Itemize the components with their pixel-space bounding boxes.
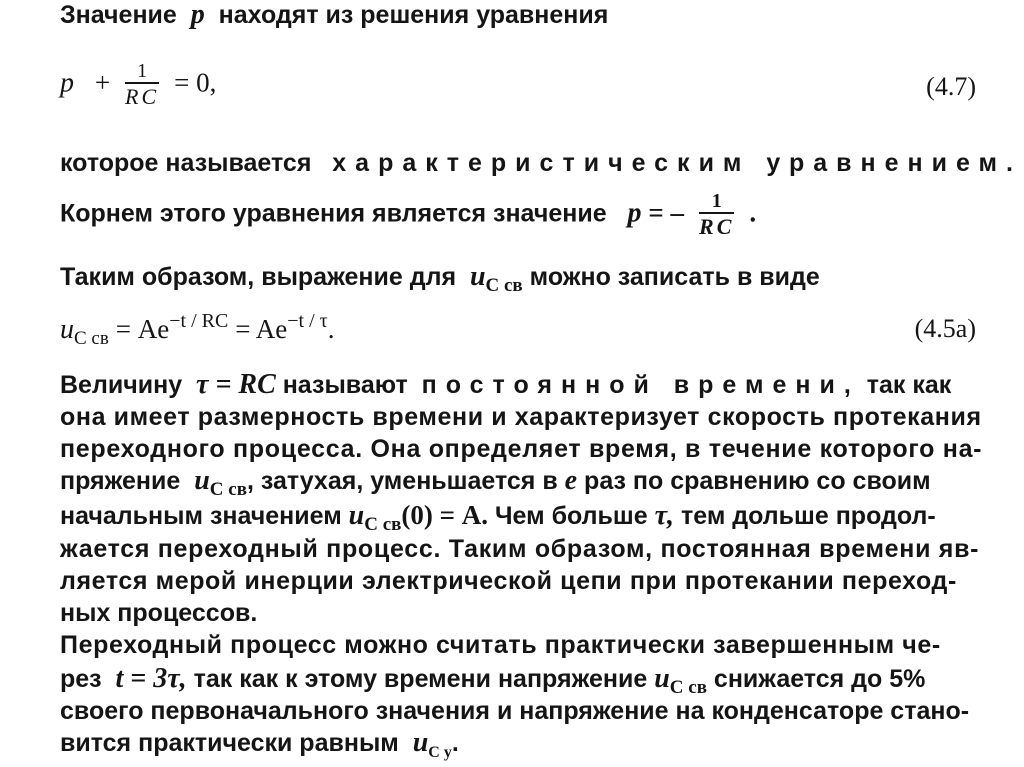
root-dot: . — [749, 197, 757, 228]
para2-l4-dot: . — [451, 729, 459, 757]
eq45a-number: (4.5a) — [914, 314, 976, 343]
char-eq-prefix: которое называется — [60, 149, 312, 177]
root-eq: = – — [648, 197, 685, 228]
eq45a-dot: . — [327, 314, 335, 344]
eq45a-exp1: −t / RC — [169, 310, 229, 332]
time-constant-term: постоянной времени, — [421, 371, 860, 399]
para1-l5-initial: (0) = A. — [401, 500, 489, 530]
para1-l5-tau: τ, — [654, 500, 675, 531]
expr-intro-line — [60, 262, 1008, 295]
para1-l4-u: u — [194, 465, 210, 496]
para2-l2-sub: C св — [669, 677, 707, 698]
para1-l4-e: e — [564, 465, 578, 496]
para2-l2-u: u — [654, 663, 670, 694]
para1-l4-mid: , затухая, уменьшается в — [246, 467, 558, 495]
para1-l5-word: начальным значением — [60, 502, 342, 530]
root-line — [60, 190, 1008, 246]
eq45a-eq1: = Ae — [115, 314, 170, 344]
para1-l4-sub: C св — [209, 479, 247, 500]
para2-line3: своего первоначального значения и напряжение на конденсаторе стано- — [60, 697, 970, 725]
para1-l5-u: u — [348, 500, 365, 531]
root-p: p — [627, 197, 642, 229]
para1-line4 — [60, 466, 1008, 499]
eq45a-sub: C св — [74, 328, 109, 349]
eq47-plus: + — [94, 67, 111, 98]
eq45a-eq2: = Ae — [235, 314, 288, 344]
p-symbol: p — [190, 0, 205, 30]
intro-tail: находят из решения уравнения — [218, 1, 609, 29]
intro-line — [60, 0, 1008, 30]
expr-intro-sub: C св — [485, 275, 523, 296]
para2-l2-t: t = 3τ, — [115, 663, 187, 694]
eq47-numerator: 1 — [125, 60, 159, 84]
equation-4-7 — [60, 60, 1008, 116]
root-fraction — [699, 190, 734, 240]
para1-line3: переходного процесса. Она определяет время, в течение которого на- — [60, 435, 983, 463]
para2-line1: Переходный процесс можно считать практически завершенным че- — [60, 631, 941, 659]
root-numerator: 1 — [699, 190, 734, 214]
char-eq-spaced: характеристическим уравнением. — [332, 149, 1022, 177]
eq45a-exp2: −t / τ — [287, 310, 328, 332]
para1-line1 — [60, 370, 1008, 400]
para2-l4-u: u — [412, 727, 429, 758]
root-text: Корнем этого уравнения является значение — [60, 199, 607, 228]
para1-l4-word: пряжение — [60, 467, 181, 495]
intro-text: Значение — [60, 1, 177, 29]
para2-line2 — [60, 664, 1008, 697]
equation-4-5a — [60, 310, 1008, 349]
para1-line8: ных процессов. — [60, 599, 258, 627]
expr-intro-before: Таким образом, выражение для — [60, 263, 457, 291]
para2-l4-word: вится практически равным — [60, 729, 399, 757]
root-denominator: RC — [699, 214, 735, 239]
eq47-lhs: p — [60, 67, 74, 99]
para1-l1-word: Величину — [60, 371, 183, 399]
para1-line5 — [60, 500, 1008, 534]
eq45a-u: u — [60, 314, 74, 345]
para2-l2-tail: снижается до 5% — [713, 665, 926, 693]
para2-line4 — [60, 728, 1008, 762]
para2-l2-word: рез — [60, 665, 102, 693]
para1-l4-tail: раз по сравнению со своим — [584, 467, 931, 495]
char-eq-line — [60, 148, 1022, 178]
para1-l5-tail: тем дольше продол- — [681, 502, 936, 530]
para2-l4-sub: C у — [428, 744, 452, 761]
para2-l2-mid: так как к этому времени напряжение — [193, 665, 648, 693]
para1-l1-verb: называют — [282, 371, 408, 399]
tau-def: τ = RC — [196, 369, 276, 400]
expr-intro-u: u — [469, 261, 486, 292]
expr-intro-after: можно записать в виде — [529, 263, 820, 291]
para1-l5-sub: C св — [364, 514, 402, 535]
para1-l5-mid: Чем больше — [494, 502, 648, 530]
eq47-rhs: = 0, — [174, 67, 217, 98]
para1-line6: жается переходный процесс. Таким образом, постоянная времени яв- — [60, 535, 980, 563]
eq47-fraction — [125, 60, 159, 110]
para1-line7: ляется мерой инерции электрической цепи при протекании переход- — [60, 567, 957, 595]
para1-line2: она имеет размерность времени и характеризует скорость протекания — [60, 403, 982, 431]
eq47-number: (4.7) — [926, 72, 976, 101]
eq47-denominator: RC — [125, 84, 160, 109]
para1-l1-tail: так как — [866, 371, 952, 399]
